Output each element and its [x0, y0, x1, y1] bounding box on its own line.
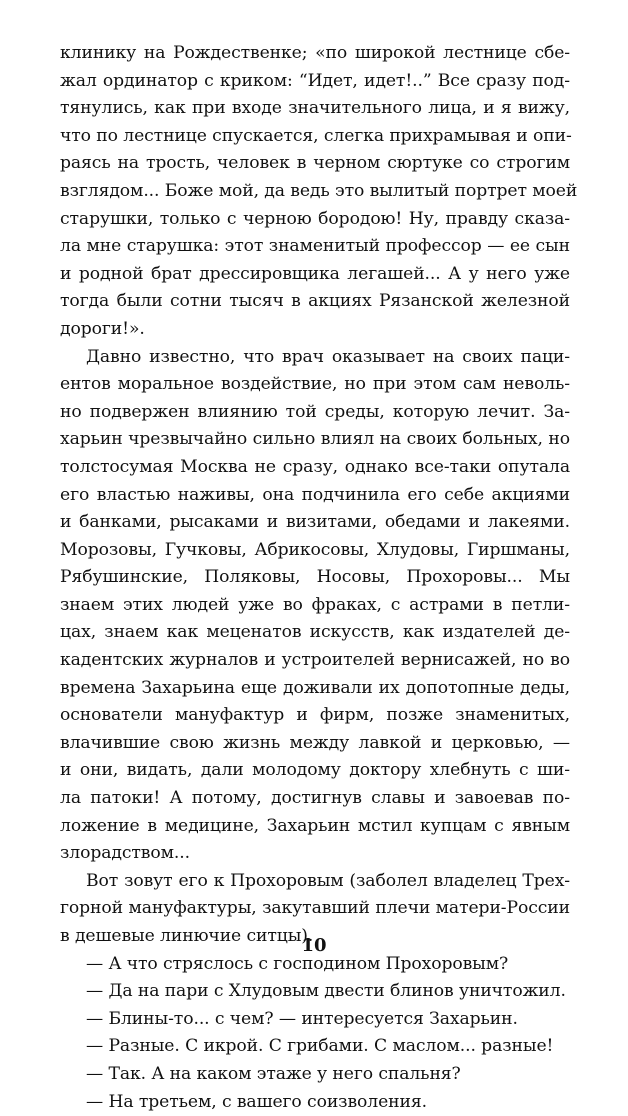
- dialogue-line: — Да на пари с Хлудовым двести блинов уничтожил.: [86, 981, 566, 1002]
- text-line: его властью наживы, она подчинила его себе акциями: [60, 484, 570, 505]
- text-line: основатели мануфактур и фирм, позже знаменитых,: [60, 705, 570, 726]
- text-line: Рябушинские, Поляковы, Носовы, Прохоровы... Мы: [60, 567, 570, 588]
- text-line: и банками, рысаками и визитами, обедами и лакеями.: [60, 512, 570, 533]
- text-line: кадентских журналов и устроителей вернисажей, но во: [60, 650, 570, 671]
- page-number: 10: [301, 935, 327, 956]
- text-line: старушки, только с черною бородою! Ну, правду сказа-: [60, 208, 570, 229]
- paragraph: [60, 40, 578, 344]
- dialogue-line: — А что стряслось с господином Прохоровым?: [86, 953, 509, 974]
- text-line: но подвержен влиянию той среды, которую лечит. За-: [60, 401, 570, 422]
- text-line: Вот зовут его к Прохоровым (заболел владелец Трех-: [86, 870, 570, 891]
- text-line: ложение в медицине, Захарьин мстил купцам с явным: [60, 815, 570, 836]
- text-line: ентов моральное воздействие, но при этом сам неволь-: [60, 374, 570, 395]
- text-line: в дешевые линючие ситцы).: [60, 926, 314, 946]
- text-line: горной мануфактуры, закутавший плечи матери-России: [60, 898, 570, 919]
- text-line: влачившие свою жизнь между лавкой и церковью, —: [60, 732, 570, 753]
- text-line: взглядом... Боже мой, да ведь это вылитый портрет моей: [60, 180, 578, 201]
- dialogue-line: — Блины-то... с чем? — интересуется Захарьин.: [86, 1008, 518, 1029]
- text-line: раясь на трость, человек в черном сюртуке со строгим: [60, 153, 570, 174]
- paragraph: [60, 344, 570, 868]
- text-line: и родной брат дрессировщика легашей... А у него уже: [60, 263, 570, 284]
- text-line: ла патоки! А потому, достигнув славы и завоевав по-: [60, 788, 570, 809]
- text-line: ла мне старушка: этот знаменитый профессор — ее сын: [60, 236, 570, 257]
- text-line: Давно известно, что врач оказывает на своих паци-: [86, 346, 570, 367]
- text-line: дороги!».: [60, 318, 145, 339]
- text-line: знаем этих людей уже во фраках, с астрами в петли-: [60, 594, 570, 615]
- dialogue-line: — На третьем, с вашего соизволения.: [86, 1091, 427, 1112]
- text-line: клинику на Рождественке; «по широкой лестнице сбе-: [60, 43, 570, 63]
- text-line: харьин чрезвычайно сильно влиял на своих больных, но: [60, 429, 570, 450]
- dialogue-line: — Так. А на каком этаже у него спальня?: [86, 1063, 461, 1084]
- text-line: тянулись, как при входе значительного лица, и я вижу,: [60, 98, 570, 119]
- text-line: жал ординатор с криком: “Идет, идет!..” Все сразу под-: [60, 70, 570, 91]
- text-line: злорадством...: [60, 843, 190, 864]
- text-line: что по лестнице спускается, слегка прихрамывая и опи-: [60, 125, 572, 146]
- text-line: тогда были сотни тысяч в акциях Рязанской железной: [60, 291, 570, 312]
- text-line: толстосумая Москва не сразу, однако все-таки опутала: [60, 456, 570, 477]
- text-line: цах, знаем как меценатов искусств, как издателей де-: [60, 622, 570, 643]
- text-line: времена Захарьина еще доживали их допотопные деды,: [60, 677, 570, 698]
- dialogue-line: — Разные. С икрой. С грибами. С маслом... разные!: [86, 1036, 554, 1057]
- text-line: и они, видать, дали молодому доктору хлебнуть с ши-: [60, 760, 570, 781]
- text-line: Морозовы, Гучковы, Абрикосовы, Хлудовы, Гиршманы,: [60, 539, 570, 560]
